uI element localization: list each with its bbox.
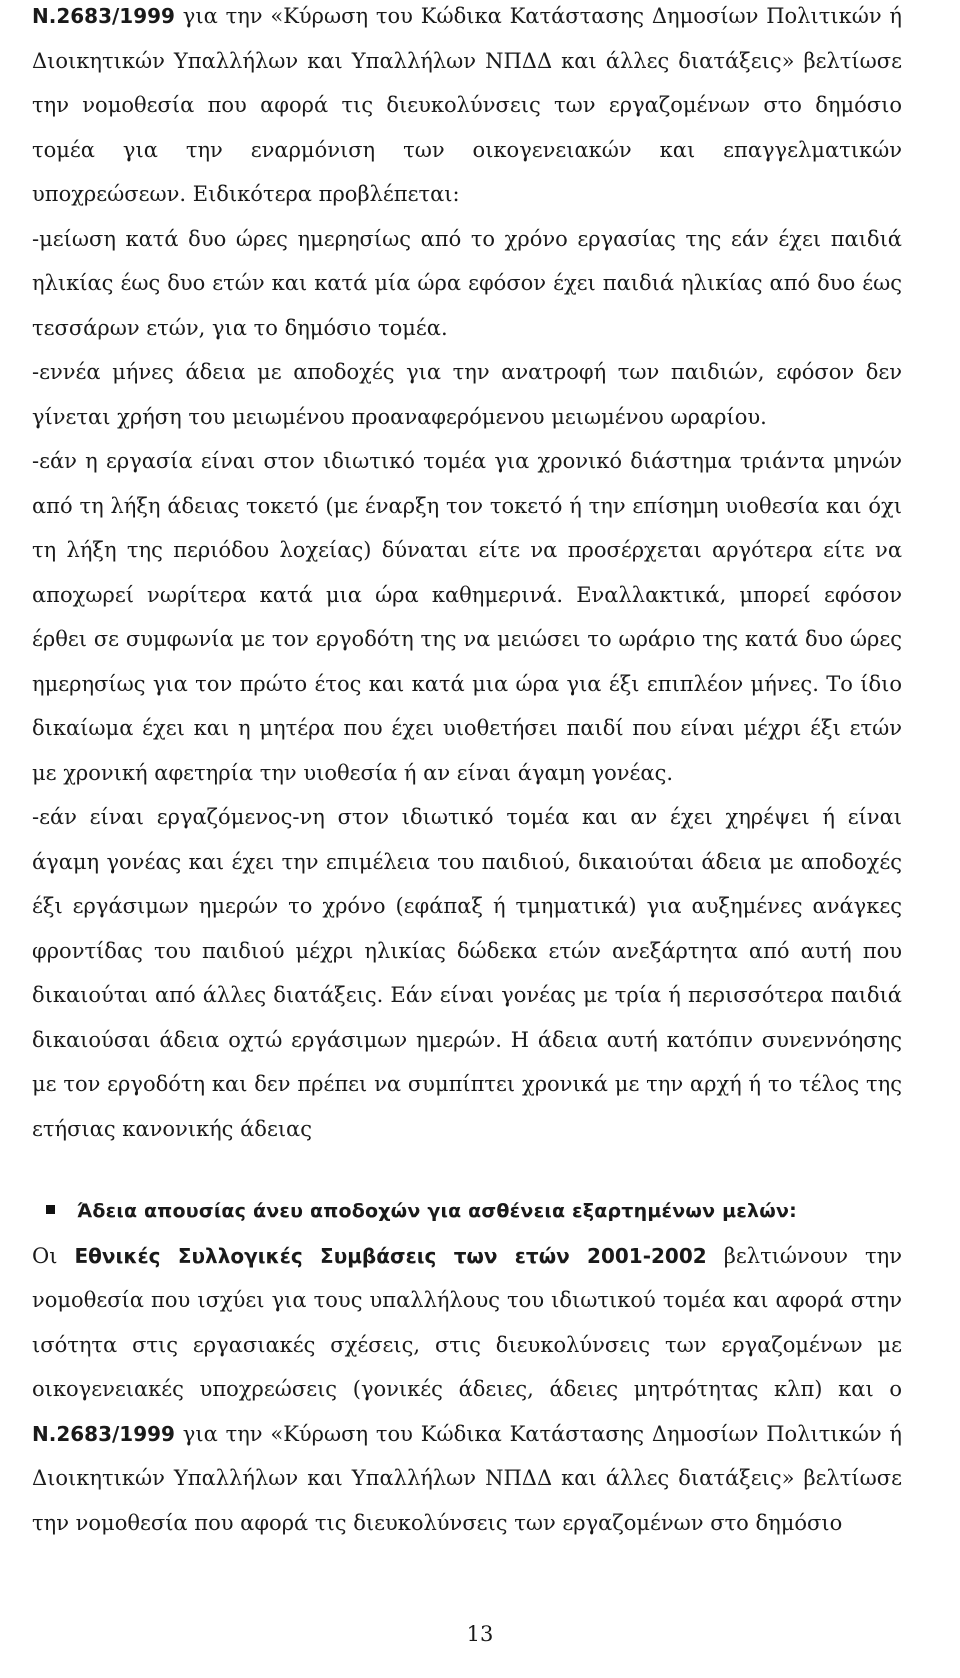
section-heading [32, 1189, 902, 1234]
section-paragraph [32, 1234, 902, 1546]
collective-agreements-ref: Εθνικές Συλλογικές Συμβάσεις των ετών 2001-2002 [74, 1243, 707, 1268]
law-reference-2: Ν.2683/1999 [32, 1421, 175, 1446]
provision-item-3: -εάν η εργασία είναι στον ιδιωτικό τομέα για χρονικό διάστημα τριάντα μηνών από τη λήξη άδειας τοκετό (με έναρξη τον τοκετό ή την επίσημη υιοθεσία και όχι τη λήξη της περιόδου λοχείας) δύναται είτε να προσέρχεται αργότερα είτε να αποχωρεί νωρίτερα κατά μια ώρα καθημερινά. Εναλλακτικά, μπορεί εφόσον έρθει σε συμφωνία με τον εργοδότη της να μειώσει το ωράριο της κατά δυο ώρες ημερησίως για τον πρώτο έτος και κατά μια ώρα για έξι επιπλέον μήνες. Το ίδιο δικαίωμα έχει και η μητέρα που έχει υιοθετήσει παιδί που είναι μέχρι έξι ετών με χρονική αφετηρία την υιοθεσία ή αν είναι άγαμη γονέας. [32, 449, 902, 785]
provision-item-4: -εάν είναι εργαζόμενος-νη στον ιδιωτικό τομέα και αν έχει χηρέψει ή είναι άγαμη γονέας και έχει την επιμέλεια του παιδιού, δικαιούται άδεια με αποδοχές έξι εργάσιμων ημερών το χρόνο (εφάπαξ ή τμηματικά) για αυξημένες ανάγκες φροντίδας του παιδιού μέχρι ηλικίας δώδεκα ετών ανεξάρτητα από αυτή που δικαιούται από άλλες διατάξεις. Εάν είναι γονέας με τρία ή περισσότερα παιδιά δικαιούσαι άδεια οχτώ εργάσιμων ημερών. Η άδεια αυτή κατόπιν συνεννόησης με τον εργοδότη και δεν πρέπει να συμπίπτει χρονικά με την αρχή ή το τέλος της ετήσιας κανονικής άδειας [32, 805, 902, 1141]
square-bullet-icon [46, 1205, 55, 1214]
section-text-middle: βελτιώνουν την νομοθεσία που ισχύει για τους υπαλλήλους του ιδιωτικού τομέα και αφορά στην ισότητα στις εργασιακές σχέσεις, στις διευκολύνσεις των εργαζομένων με οικογενειακές υποχρεώσεις (γονικές άδειες, άδειες μητρότητας κλπ) και ο [32, 1243, 903, 1401]
provision-item-2: -εννέα μήνες άδεια με αποδοχές για την ανατροφή των παιδιών, εφόσον δεν γίνεται χρήση του μειωμένου προαναφερόμενου μειωμένου ωραρίου. [32, 360, 902, 429]
section-text-end: για την «Κύρωση του Κώδικα Κατάστασης Δημοσίων Πολιτικών ή Διοικητικών Υπαλλήλων και Υπαλλήλων ΝΠΔΔ και άλλες διατάξεις» βελτίωσε την νομοθεσία που αφορά τις διευκολύνσεις των εργαζομένων στο δημόσιο [32, 1421, 902, 1535]
intro-paragraph [32, 0, 902, 217]
section-heading-text: Άδεια απουσίας άνευ αποδοχών για ασθένεια εξαρτημένων μελών: [77, 1200, 797, 1222]
law-reference: Ν.2683/1999 [32, 4, 175, 28]
provision-item-1: -μείωση κατά δυο ώρες ημερησίως από το χρόνο εργασίας της εάν έχει παιδιά ηλικίας έως δυο ετών και κατά μία ώρα εφόσον έχει παιδιά ηλικίας από δυο έως τεσσάρων ετών, για το δημόσιο τομέα. [32, 226, 902, 340]
section-text-start: Οι [32, 1243, 75, 1268]
intro-text: για την «Κύρωση του Κώδικα Κατάστασης Δημοσίων Πολιτικών ή Διοικητικών Υπαλλήλων και Υπαλλήλων ΝΠΔΔ και άλλες διατάξεις» βελτίωσε την νομοθεσία που αφορά τις διευκολύνσεις των εργαζομένων στο δημόσιο τομέα για την εναρμόνιση των οικογενειακών και επαγγελματικών υποχρεώσεων. Ειδικότερα προβλέπεται: [32, 4, 902, 206]
page-number: 13 [466, 1622, 494, 1646]
